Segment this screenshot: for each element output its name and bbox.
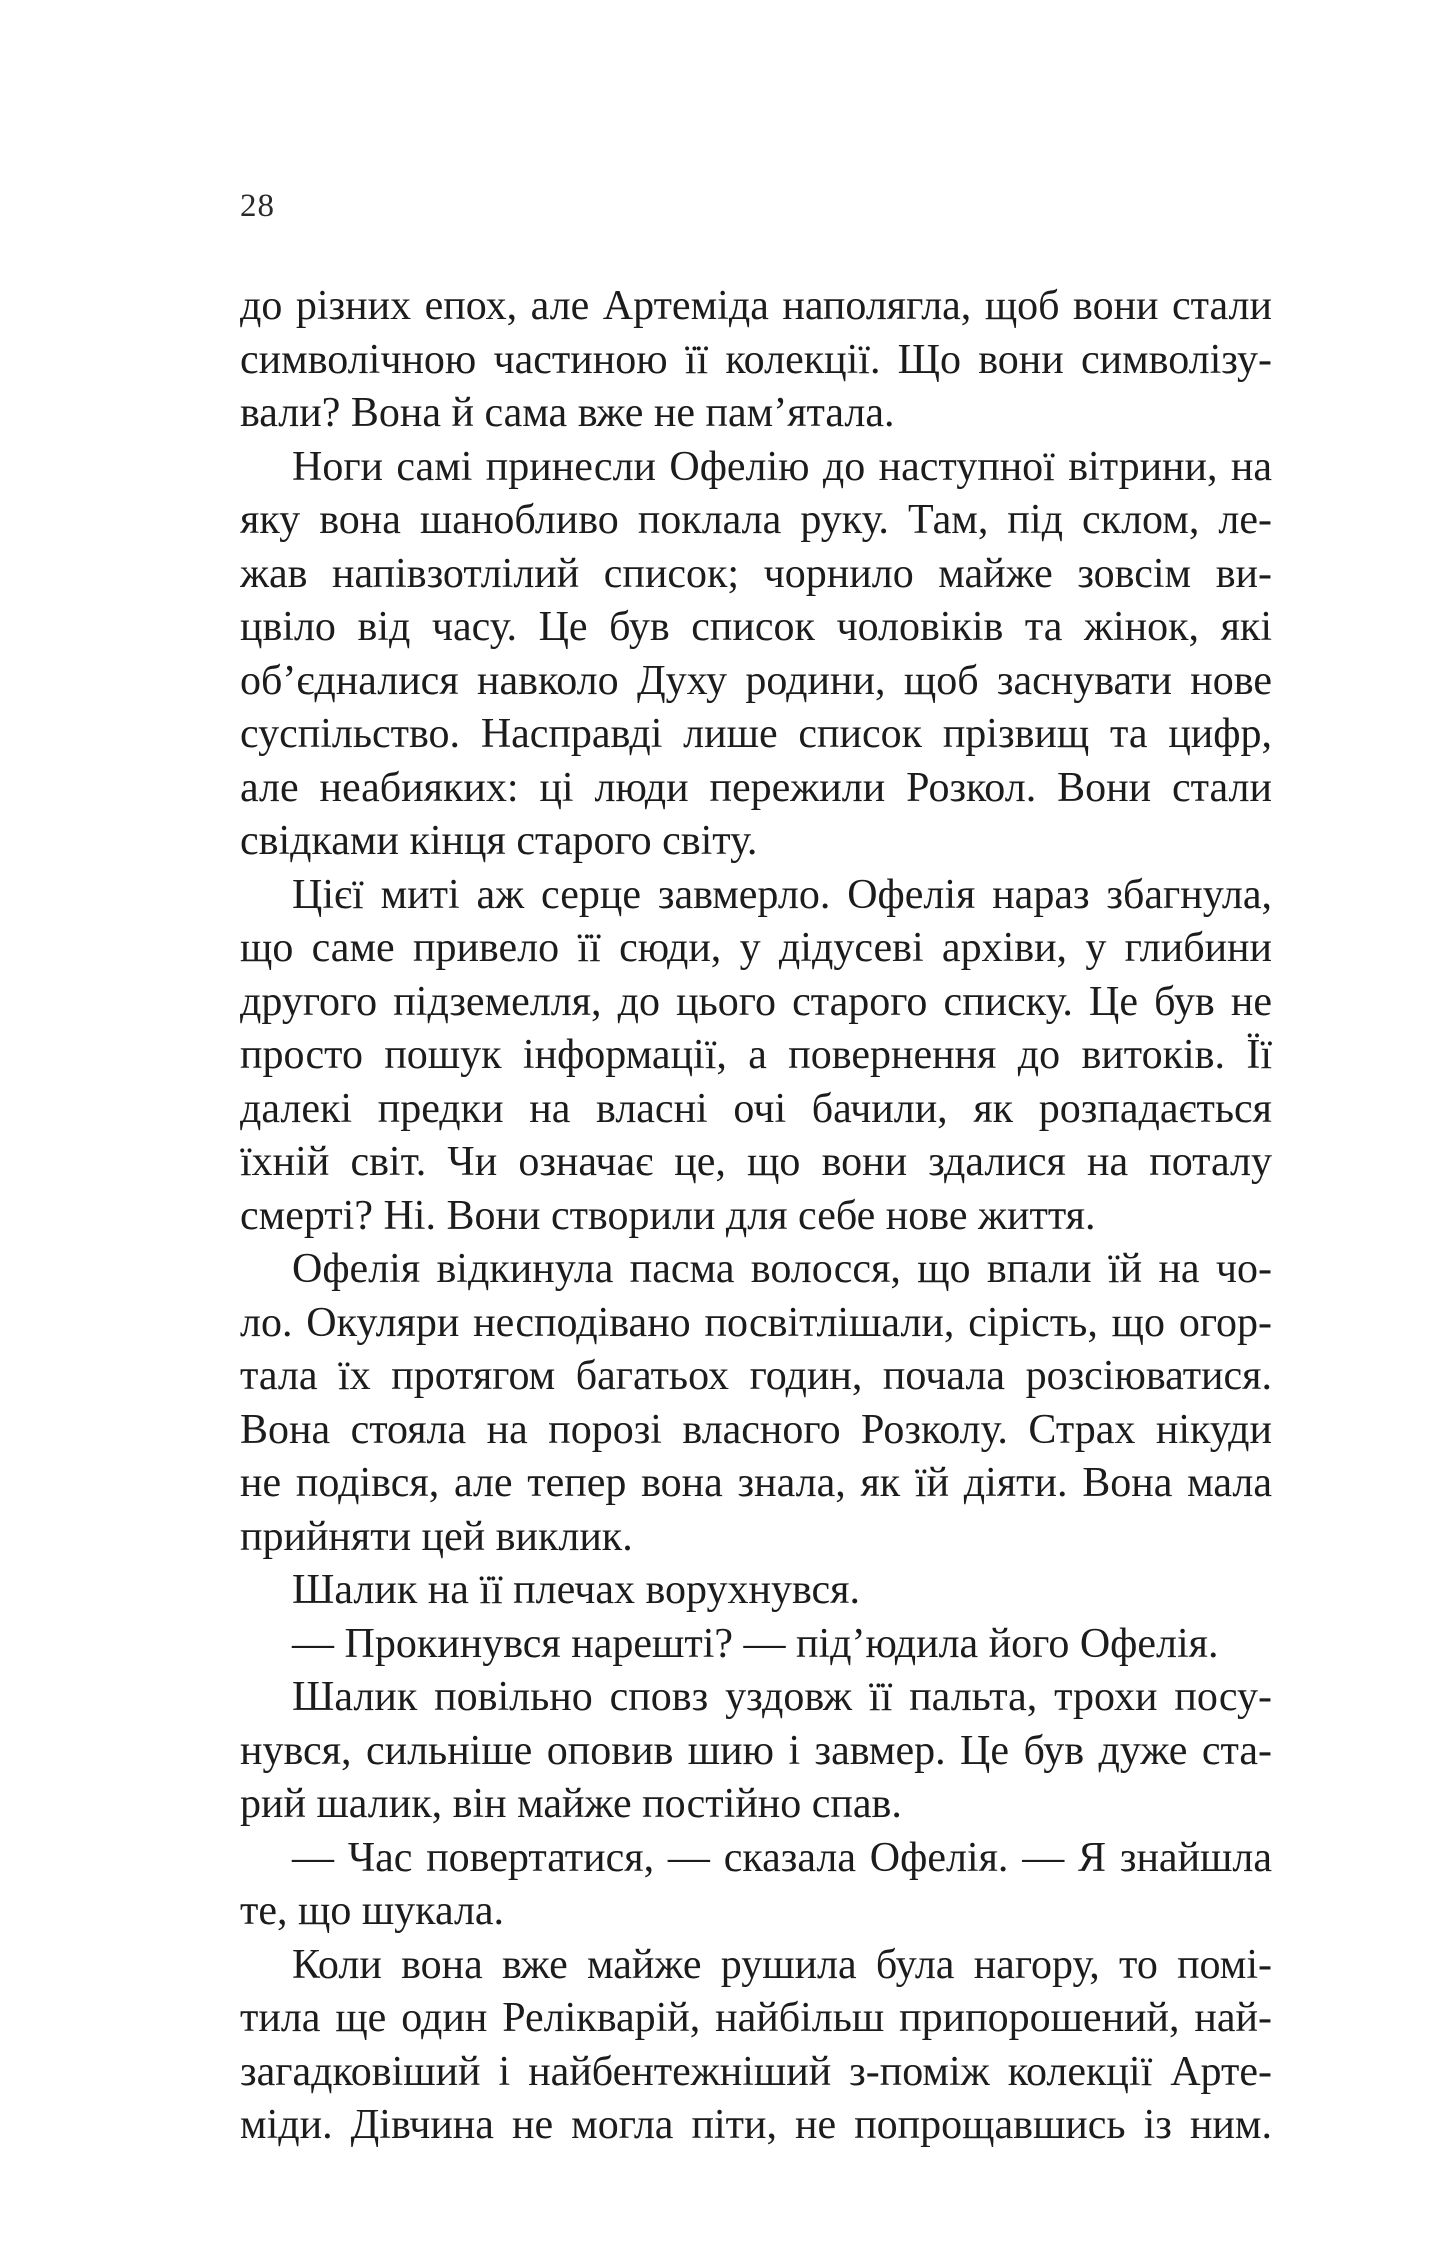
text-line: жав напівзотлілий список; чорнило майже зовсім ви- [240, 550, 1272, 597]
text-line: до різних епох, але Артеміда наполягла, щоб вони стали [240, 283, 1272, 329]
text-line: суспільство. Насправді лише список прізвищ та цифр, [240, 711, 1272, 757]
text-line: символічною частиною її колекції. Що вони символізу- [240, 336, 1272, 383]
text-line: — Прокинувся нарешті? — під’юдила його Офелія. [292, 1620, 1219, 1667]
text-line: загадковіший і найбентежніший з-поміж колекції Арте- [240, 2048, 1272, 2095]
text-line: Шалик повільно сповз уздовж її пальта, трохи посу- [292, 1674, 1272, 1720]
text-line: другого підземелля, до цього старого списку. Це був не [240, 978, 1272, 1025]
text-line: ло. Окуляри несподівано посвітлішали, сірість, що огор- [240, 1299, 1272, 1346]
text-line: Ноги самі принесли Офелію до наступної вітрини, на [292, 443, 1272, 490]
text-line: те, що шукала. [240, 1888, 505, 1934]
text-line: цвіло від часу. Це був список чоловіків та жінок, які [240, 604, 1272, 650]
text-line: вали? Вона й сама вже не пам’ятала. [240, 390, 895, 436]
text-line: Вона стояла на порозі власного Розколу. Страх нікуди [240, 1406, 1272, 1453]
page-number: 28 [240, 188, 275, 224]
text-line: Коли вона вже майже рушила була нагору, то помі- [292, 1941, 1272, 1988]
body-text [240, 280, 1272, 2153]
text-line: прийняти цей виклик. [240, 1513, 633, 1560]
text-line: об’єдналися навколо Духу родини, щоб заснувати нове [240, 657, 1272, 704]
text-line: далекі предки на власні очі бачили, як розпадається [240, 1085, 1272, 1132]
text-line: просто пошук інформації, а повернення до витоків. Її [240, 1032, 1272, 1078]
text-line: яку вона шанобливо поклала руку. Там, під склом, ле- [240, 497, 1272, 543]
text-line: — Час повертатися, — сказала Офелія. — Я знайшла [292, 1834, 1272, 1881]
text-line: але неабияких: ці люди пережили Розкол. Вони стали [240, 764, 1272, 811]
text-line: Офелія відкинула пасма волосся, що впали їй на чо- [292, 1246, 1272, 1292]
text-line: що саме привело її сюди, у дідусеві архіви, у глибини [240, 925, 1272, 971]
text-line: свідками кінця старого світу. [240, 818, 758, 864]
text-line: смерті? Ні. Вони створили для себе нове життя. [240, 1192, 1096, 1239]
text-line: рий шалик, він майже постійно спав. [240, 1781, 902, 1827]
text-line: Шалик на її плечах ворухнувся. [292, 1567, 860, 1613]
text-line: їхній світ. Чи означає це, що вони здалися на поталу [240, 1139, 1272, 1185]
text-line: не подівся, але тепер вона знала, як їй діяти. Вона мала [240, 1460, 1272, 1506]
text-line: тила ще один Релікварій, найбільш припорошений, най- [240, 1995, 1272, 2041]
text-line: міди. Дівчина не могла піти, не попрощавшись із ним. [240, 2102, 1272, 2148]
text-line: тала їх протягом багатьох годин, почала розсіюватися. [240, 1353, 1272, 1399]
text-line: нувся, сильніше оповив шию і завмер. Це був дуже ста- [240, 1727, 1272, 1774]
text-line: Цієї миті аж серце завмерло. Офелія нараз збагнула, [292, 871, 1272, 918]
